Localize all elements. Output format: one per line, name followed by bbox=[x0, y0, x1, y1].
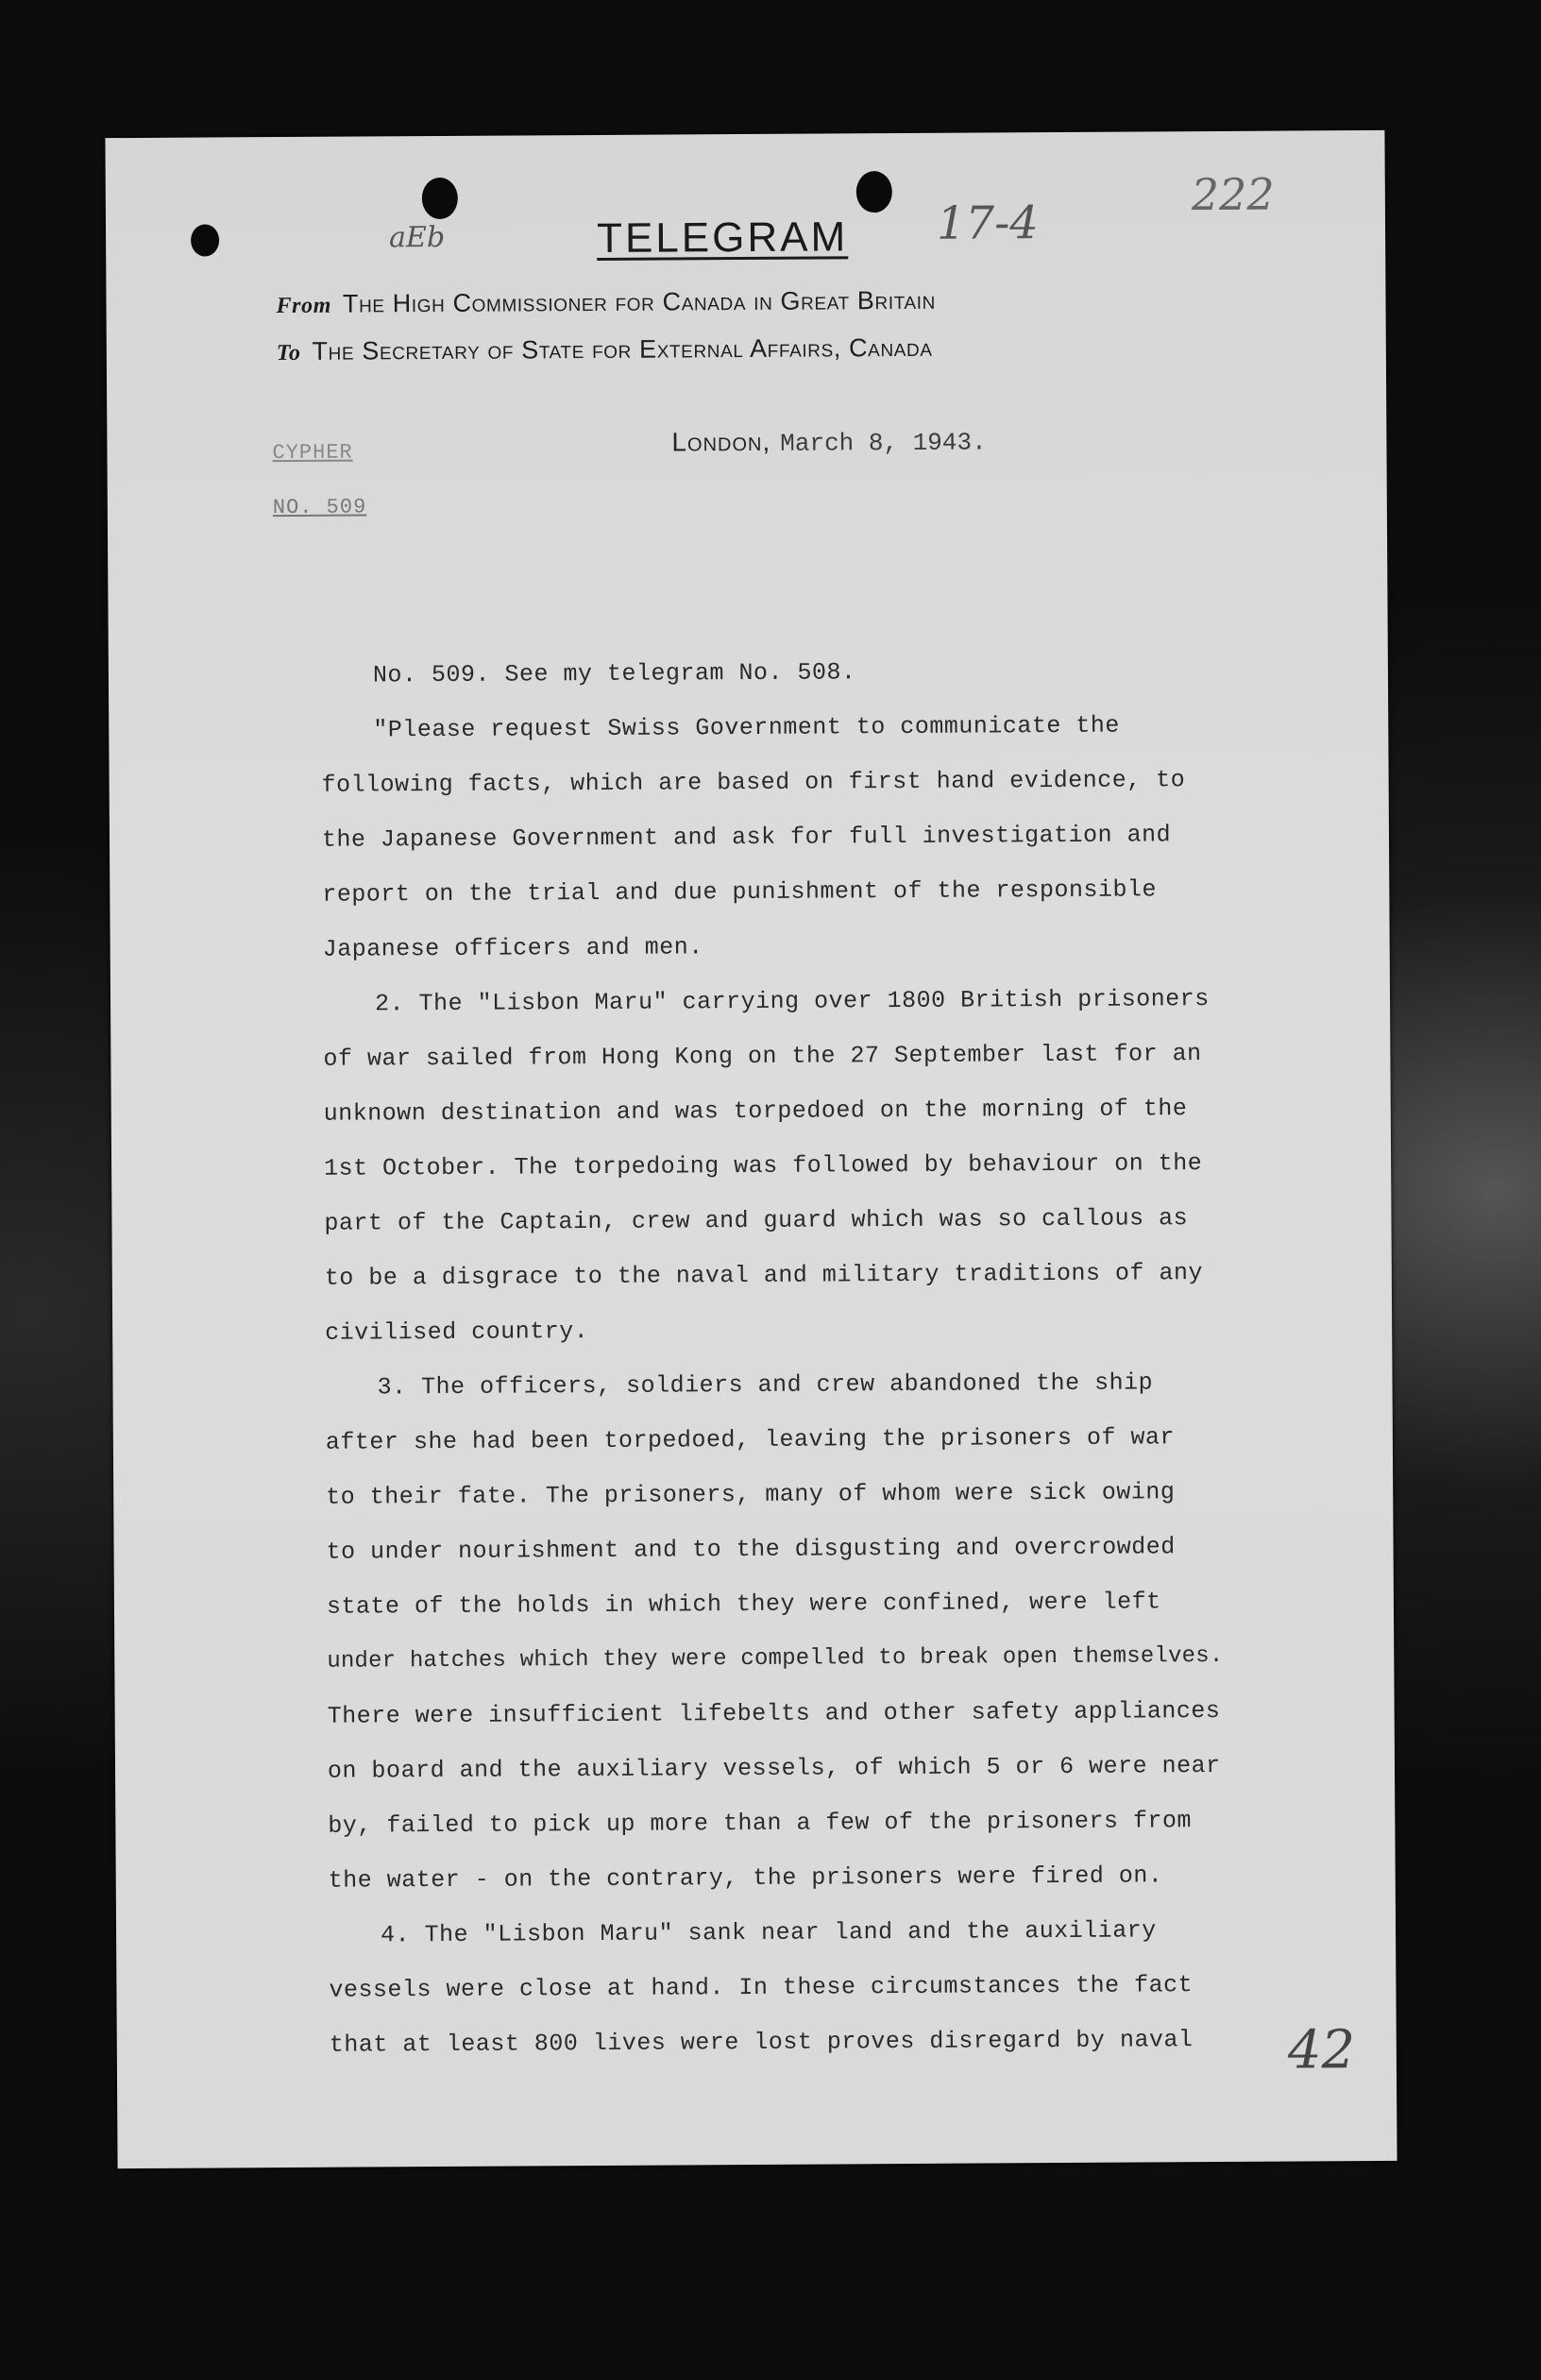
to-label: To bbox=[276, 340, 301, 366]
body-line: of war sailed from Hong Kong on the 27 September last for an bbox=[323, 1040, 1202, 1073]
body-line: by, failed to pick up more than a few of the prisoners from bbox=[328, 1807, 1193, 1840]
body-line: to be a disgrace to the naval and military traditions of any bbox=[324, 1259, 1204, 1292]
place-date bbox=[671, 425, 986, 458]
body-line: 2. The "Lisbon Maru" carrying over 1800 British prisoners bbox=[374, 985, 1210, 1018]
to-line bbox=[277, 333, 933, 366]
body-line: "Please request Swiss Government to communicate the bbox=[373, 711, 1120, 744]
telegram-number: NO. 509 bbox=[272, 495, 367, 520]
from-text: The High Commissioner for Canada in Great Britain bbox=[342, 285, 937, 318]
body-line: civilised country. bbox=[325, 1318, 589, 1347]
from-label: From bbox=[276, 293, 332, 319]
punch-hole bbox=[422, 178, 458, 219]
handwritten-initials: aEb bbox=[388, 220, 446, 255]
body-line: Japanese officers and men. bbox=[322, 933, 703, 963]
body-line: 1st October. The torpedoing was followed by behaviour on the bbox=[324, 1149, 1203, 1182]
body-line: There were insufficient lifebelts and other safety appliances bbox=[327, 1696, 1221, 1730]
punch-hole bbox=[856, 171, 892, 212]
handwritten-page-number: 222 bbox=[1191, 168, 1275, 221]
cypher-label: CYPHER bbox=[272, 440, 353, 466]
body-line: following facts, which are based on first hand evidence, to bbox=[321, 766, 1186, 799]
telegram-page bbox=[105, 130, 1397, 2168]
body-line: to their fate. The prisoners, many of whom were sick owing bbox=[326, 1478, 1176, 1511]
body-line: vessels were close at hand. In these circumstances the fact bbox=[329, 1971, 1194, 2004]
body-line: part of the Captain, crew and guard which was so callous as bbox=[324, 1204, 1189, 1237]
body-line: state of the holds in which they were confined, were left bbox=[326, 1588, 1161, 1621]
telegram-title: TELEGRAM bbox=[596, 213, 849, 262]
body-line: No. 509. See my telegram No. 508. bbox=[372, 658, 856, 689]
from-line bbox=[276, 286, 936, 319]
city: London, bbox=[671, 426, 771, 457]
body-line: report on the trial and due punishment of the responsible bbox=[322, 876, 1158, 909]
date: March 8, 1943. bbox=[780, 428, 987, 458]
body-line: that at least 800 lives were lost proves disregard by naval bbox=[329, 2026, 1194, 2059]
body-line: the water - on the contrary, the prisoners were fired on. bbox=[328, 1862, 1163, 1895]
body-line: on board and the auxiliary vessels, of which 5 or 6 were near bbox=[327, 1751, 1221, 1785]
punch-hole bbox=[191, 224, 219, 256]
body-line: after she had been torpedoed, leaving the prisoners of war bbox=[325, 1423, 1176, 1456]
body-line: under hatches which they were compelled to break open themselves. bbox=[327, 1642, 1224, 1674]
to-text: The Secretary of State for External Affairs, Canada bbox=[312, 332, 933, 366]
handwritten-file-ref: 17-4 bbox=[936, 196, 1040, 250]
body-line: 3. The officers, soldiers and crew abandoned the ship bbox=[377, 1368, 1154, 1402]
body-line: to under nourishment and to the disgusting and overcrowded bbox=[326, 1533, 1176, 1566]
body-line: 4. The "Lisbon Maru" sank near land and the auxiliary bbox=[380, 1916, 1157, 1949]
body-line: the Japanese Government and ask for full investigation and bbox=[321, 821, 1172, 854]
body-line: unknown destination and was torpedoed on the morning of the bbox=[323, 1095, 1188, 1128]
handwritten-folio-number: 42 bbox=[1287, 2019, 1356, 2082]
